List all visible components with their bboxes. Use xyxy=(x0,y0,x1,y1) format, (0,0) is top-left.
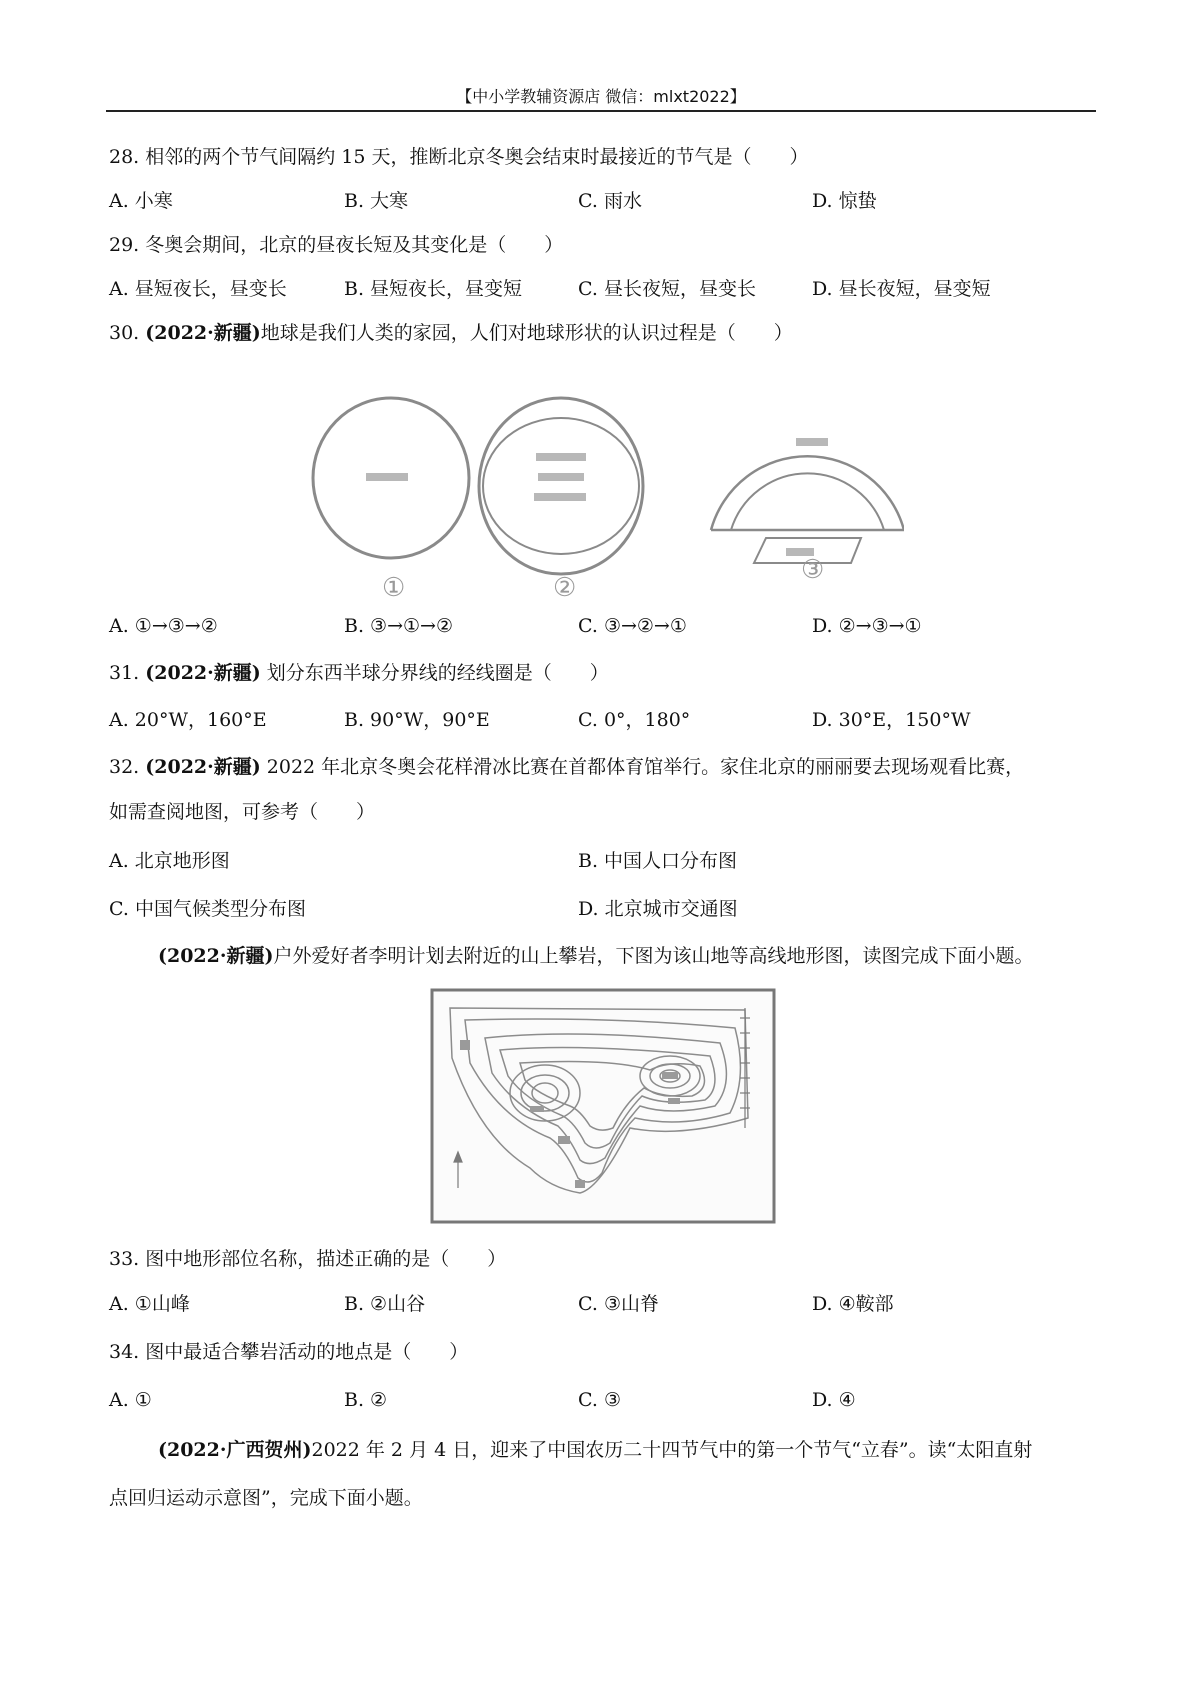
q30-option-c: C. ③→②→① xyxy=(578,615,687,637)
dome-inner-arc xyxy=(731,473,884,530)
q31-option-c: C. 0°，180° xyxy=(578,709,691,731)
q30-source: (2022·新疆) xyxy=(145,322,261,344)
q34-option-a: A. ① xyxy=(109,1389,152,1411)
q32-stem-line xyxy=(109,755,1024,779)
header-rule xyxy=(106,110,1096,112)
q31-option-a: A. 20°W，160°E xyxy=(109,709,267,731)
q33-option-a: A. ①山峰 xyxy=(109,1293,190,1315)
q32-source: (2022·新疆) xyxy=(145,756,261,778)
q32-option-a: A. 北京地形图 xyxy=(109,850,230,872)
figure-label-2: ② xyxy=(553,573,577,600)
q28-stem: 28. 相邻的两个节气间隔约 15 天，推断北京冬奥会结束时最接近的节气是（ ） xyxy=(109,146,809,168)
figure-label-3: ③ xyxy=(801,555,825,585)
q34-option-c: C. ③ xyxy=(578,1389,621,1411)
q28-option-b: B. 大寒 xyxy=(344,190,409,212)
q29-stem: 29. 冬奥会期间，北京的昼夜长短及其变化是（ ） xyxy=(109,234,564,256)
group1-text: 户外爱好者李明计划去附近的山上攀岩，下图为该山地等高线地形图，读图完成下面小题。 xyxy=(273,945,1034,967)
q31-source: (2022·新疆) xyxy=(145,662,261,684)
q32-option-b: B. 中国人口分布图 xyxy=(578,850,738,872)
q33-option-b: B. ②山谷 xyxy=(344,1293,426,1315)
q29-option-c: C. 昼长夜短，昼变长 xyxy=(578,278,756,300)
group2-intro xyxy=(158,1438,1032,1462)
group2-source: (2022·广西贺州) xyxy=(158,1439,312,1461)
q28-option-c: C. 雨水 xyxy=(578,190,642,212)
q29-option-d: D. 昼长夜短，昼变短 xyxy=(812,278,991,300)
group1-intro xyxy=(158,944,1034,968)
q30-stem-line xyxy=(109,321,793,345)
group2-text: 2022 年 2 月 4 日，迎来了中国农历二十四节气中的第一个节气“立春”。读“太阳直射 xyxy=(311,1439,1033,1461)
q33-option-d: D. ④鞍部 xyxy=(812,1293,894,1315)
q29-option-b: B. 昼短夜长，昼变短 xyxy=(344,278,523,300)
q28-option-d: D. 惊蛰 xyxy=(812,190,877,212)
group1-source: (2022·新疆) xyxy=(158,945,274,967)
q30-option-d: D. ②→③→① xyxy=(812,615,922,637)
q34-option-d: D. ④ xyxy=(812,1389,856,1411)
round-earth-inner xyxy=(483,418,639,554)
q30-option-a: A. ①→③→② xyxy=(109,615,218,637)
q31-option-d: D. 30°E，150°W xyxy=(812,709,971,731)
q31-number: 31. xyxy=(109,662,146,684)
q30-number: 30. xyxy=(109,322,146,344)
earth-shape-figure xyxy=(306,388,904,600)
figure-label-1: ① xyxy=(382,573,406,600)
q34-option-b: B. ② xyxy=(344,1389,388,1411)
q30-stem: 地球是我们人类的家园，人们对地球形状的认识过程是（ ） xyxy=(260,322,793,344)
group2-text-continued: 点回归运动示意图”，完成下面小题。 xyxy=(109,1487,423,1509)
q32-option-c: C. 中国气候类型分布图 xyxy=(109,898,306,920)
contour-map-figure xyxy=(430,988,776,1224)
q30-option-b: B. ③→①→② xyxy=(344,615,453,637)
q31-stem: 划分东西半球分界线的经线圈是（ ） xyxy=(260,662,609,684)
page-header: 【中小学教辅资源店 微信：mlxt2022】 xyxy=(456,87,746,106)
q32-option-d: D. 北京城市交通图 xyxy=(578,898,738,920)
q34-stem: 34. 图中最适合攀岩活动的地点是（ ） xyxy=(109,1341,469,1363)
dome-shape xyxy=(711,456,904,530)
q33-stem: 33. 图中地形部位名称，描述正确的是（ ） xyxy=(109,1248,507,1270)
q32-number: 32. xyxy=(109,756,146,778)
q32-stem-continued: 如需查阅地图，可参考（ ） xyxy=(109,801,376,823)
q28-option-a: A. 小寒 xyxy=(109,190,173,212)
q33-option-c: C. ③山脊 xyxy=(578,1293,659,1315)
q31-stem-line xyxy=(109,661,609,685)
round-earth-outer xyxy=(479,398,643,574)
q32-stem: 2022 年北京冬奥会花样滑冰比赛在首都体育馆举行。家住北京的丽丽要去现场观看比赛， xyxy=(260,756,1025,778)
q31-option-b: B. 90°W，90°E xyxy=(344,709,490,731)
q29-option-a: A. 昼短夜长，昼变长 xyxy=(109,278,287,300)
